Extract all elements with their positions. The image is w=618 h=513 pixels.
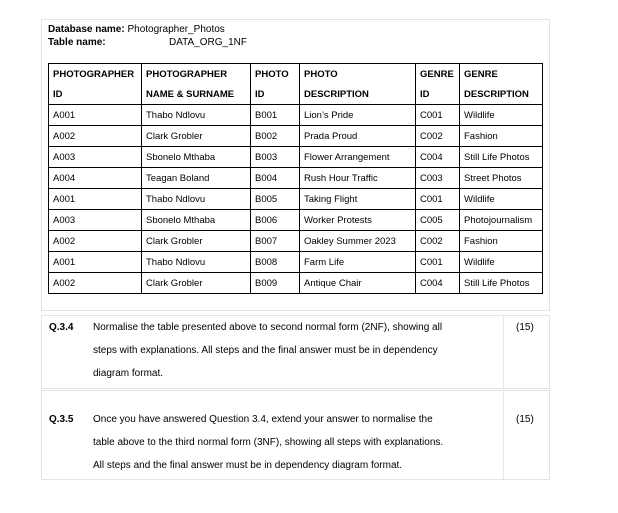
header-photographer-name-line2: NAME & SURNAME — [142, 84, 251, 105]
cell-photographer-id: A001 — [49, 189, 142, 210]
table-row — [49, 147, 543, 168]
cell-photographer-name: Sbonelo Mthaba — [142, 147, 251, 168]
header-genre-description-line2: DESCRIPTION — [460, 84, 543, 105]
cell-genre-id: C002 — [416, 126, 460, 147]
cell-photo-id: B003 — [251, 147, 300, 168]
cell-photo-description: Flower Arrangement — [300, 147, 416, 168]
table-row — [49, 210, 543, 231]
cell-genre-id: C001 — [416, 189, 460, 210]
question-number: Q.3.4 — [49, 322, 74, 333]
cell-genre-description: Wildlife — [460, 252, 543, 273]
cell-genre-description: Wildlife — [460, 105, 543, 126]
table-row — [49, 273, 543, 294]
cell-photo-description: Taking Flight — [300, 189, 416, 210]
header-genre-id-line1: GENRE — [416, 64, 460, 85]
question-text-line: Normalise the table presented above to second normal form (2NF), showing all — [93, 322, 443, 333]
header-photo-description-line2: DESCRIPTION — [300, 84, 416, 105]
question-text-line: All steps and the final answer must be in dependency diagram format. — [93, 460, 403, 471]
question-marks: (15) — [516, 322, 534, 333]
cell-photographer-name: Clark Grobler — [142, 126, 251, 147]
cell-genre-description: Fashion — [460, 126, 543, 147]
cell-photographer-name: Thabo Ndlovu — [142, 252, 251, 273]
table-row — [49, 189, 543, 210]
cell-photographer-name: Thabo Ndlovu — [142, 189, 251, 210]
cell-photographer-id: A002 — [49, 126, 142, 147]
cell-genre-id: C001 — [416, 252, 460, 273]
cell-genre-id: C004 — [416, 147, 460, 168]
header-photographer-id-line2: ID — [49, 84, 142, 105]
cell-photographer-name: Clark Grobler — [142, 273, 251, 294]
cell-photo-id: B002 — [251, 126, 300, 147]
cell-genre-description: Street Photos — [460, 168, 543, 189]
cell-photographer-id: A003 — [49, 147, 142, 168]
cell-genre-id: C002 — [416, 231, 460, 252]
cell-photo-description: Oakley Summer 2023 — [300, 231, 416, 252]
cell-photo-id: B001 — [251, 105, 300, 126]
marks-divider — [503, 391, 504, 479]
table-header-row-1 — [49, 64, 543, 85]
table-row — [49, 231, 543, 252]
cell-photo-description: Worker Protests — [300, 210, 416, 231]
cell-genre-description: Photojournalism — [460, 210, 543, 231]
question-3-4-box — [41, 315, 550, 389]
cell-genre-description: Fashion — [460, 231, 543, 252]
cell-genre-description: Still Life Photos — [460, 273, 543, 294]
cell-genre-id: C001 — [416, 105, 460, 126]
cell-photographer-id: A003 — [49, 210, 142, 231]
cell-photographer-id: A001 — [49, 252, 142, 273]
cell-genre-id: C004 — [416, 273, 460, 294]
cell-photo-description: Lion’s Pride — [300, 105, 416, 126]
database-name-label: Database name: — [48, 24, 125, 35]
cell-photographer-name: Clark Grobler — [142, 231, 251, 252]
header-photo-id-line2: ID — [251, 84, 300, 105]
cell-photo-description: Antique Chair — [300, 273, 416, 294]
table-row — [49, 168, 543, 189]
cell-photo-id: B004 — [251, 168, 300, 189]
cell-genre-description: Wildlife — [460, 189, 543, 210]
cell-photo-id: B007 — [251, 231, 300, 252]
header-photographer-name-line1: PHOTOGRAPHER — [142, 64, 251, 85]
question-text-line: table above to the third normal form (3NF), showing all steps with explanations. — [93, 437, 444, 448]
question-text-line: diagram format. — [93, 368, 164, 379]
cell-photographer-name: Teagan Boland — [142, 168, 251, 189]
header-genre-id-line2: ID — [416, 84, 460, 105]
cell-photo-description: Rush Hour Traffic — [300, 168, 416, 189]
cell-photo-id: B006 — [251, 210, 300, 231]
header-photo-id-line1: PHOTO — [251, 64, 300, 85]
header-photographer-id-line1: PHOTOGRAPHER — [49, 64, 142, 85]
cell-photographer-name: Sbonelo Mthaba — [142, 210, 251, 231]
question-text — [93, 316, 500, 385]
cell-genre-description: Still Life Photos — [460, 147, 543, 168]
table-row — [49, 252, 543, 273]
cell-photographer-id: A002 — [49, 231, 142, 252]
question-text — [93, 408, 500, 477]
cell-photographer-name: Thabo Ndlovu — [142, 105, 251, 126]
header-photo-description-line1: PHOTO — [300, 64, 416, 85]
cell-photographer-id: A002 — [49, 273, 142, 294]
cell-photo-description: Farm Life — [300, 252, 416, 273]
data-table — [48, 63, 543, 294]
cell-photo-description: Prada Proud — [300, 126, 416, 147]
cell-photo-id: B008 — [251, 252, 300, 273]
question-number: Q.3.5 — [49, 414, 74, 425]
table-row — [49, 105, 543, 126]
database-name-value: Photographer_Photos — [127, 24, 225, 35]
cell-photographer-id: A004 — [49, 168, 142, 189]
marks-divider — [503, 316, 504, 388]
cell-photographer-id: A001 — [49, 105, 142, 126]
question-text-line: steps with explanations. All steps and the final answer must be in dependency — [93, 345, 438, 356]
table-name-value: DATA_ORG_1NF — [169, 37, 247, 48]
database-info — [48, 23, 247, 49]
table-name-label: Table name: — [48, 37, 106, 48]
table-row — [49, 126, 543, 147]
table-header-row-2 — [49, 84, 543, 105]
question-marks: (15) — [516, 414, 534, 425]
cell-genre-id: C003 — [416, 168, 460, 189]
cell-photo-id: B009 — [251, 273, 300, 294]
question-3-5-box — [41, 390, 550, 480]
cell-photo-id: B005 — [251, 189, 300, 210]
question-text-line: Once you have answered Question 3.4, extend your answer to normalise the — [93, 414, 433, 425]
cell-genre-id: C005 — [416, 210, 460, 231]
header-genre-description-line1: GENRE — [460, 64, 543, 85]
